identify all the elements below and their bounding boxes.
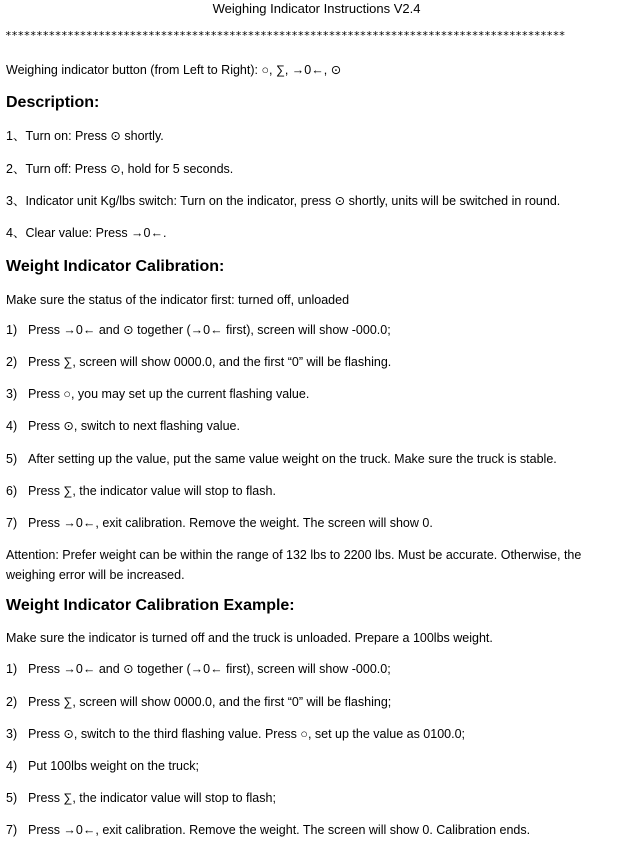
calibration-step — [6, 386, 629, 402]
separator-line: ****************************************************************************************** — [5, 29, 566, 42]
step-number: 2) — [6, 695, 18, 709]
step-number: 3) — [6, 727, 18, 741]
step-number: 7) — [6, 516, 18, 530]
calibration-step — [6, 354, 629, 370]
description-item: 3、Indicator unit Kg/lbs switch: Turn on the indicator, press ⊙ shortly, units will be switched in round. — [6, 194, 561, 208]
example-step — [6, 758, 629, 774]
calibration-step — [6, 515, 629, 531]
step-text: Press ∑, screen will show 0000.0, and the first “0” will be flashing; — [28, 695, 392, 709]
calibration-step — [6, 418, 629, 434]
description-item: 2、Turn off: Press ⊙, hold for 5 seconds. — [6, 162, 234, 176]
document-title: Weighing Indicator Instructions V2.4 — [212, 1, 421, 16]
step-text: Press ⊙, switch to the third flashing value. Press ○, set up the value as 0100.0; — [28, 727, 465, 741]
step-text: Press ∑, the indicator value will stop to flash. — [28, 484, 276, 498]
step-number: 5) — [6, 791, 18, 805]
step-number: 7) — [6, 823, 18, 837]
example-intro: Make sure the indicator is turned off and the truck is unloaded. Prepare a 100lbs weight. — [6, 631, 493, 645]
example-step — [6, 726, 629, 742]
step-text: Press →0← and ⊙ together (→0← first), screen will show -000.0; — [28, 323, 391, 337]
step-text: Press →0← and ⊙ together (→0← first), screen will show -000.0; — [28, 662, 391, 676]
step-number: 2) — [6, 355, 18, 369]
step-text: Press ○, you may set up the current flashing value. — [28, 387, 310, 401]
step-text: Put 100lbs weight on the truck; — [28, 759, 199, 773]
example-heading: Weight Indicator Calibration Example: — [6, 597, 295, 614]
calibration-step — [6, 483, 629, 499]
example-step — [6, 694, 629, 710]
step-number: 4) — [6, 759, 18, 773]
calibration-heading: Weight Indicator Calibration: — [6, 258, 225, 275]
step-text: Press ∑, screen will show 0000.0, and the first “0” will be flashing. — [28, 355, 392, 369]
calibration-intro: Make sure the status of the indicator first: turned off, unloaded — [6, 293, 350, 307]
step-number: 1) — [6, 662, 18, 676]
step-number: 4) — [6, 419, 18, 433]
calibration-step — [6, 451, 629, 467]
buttons-line: Weighing indicator button (from Left to Right): ○, ∑, →0←, ⊙ — [6, 63, 342, 77]
description-heading: Description: — [6, 94, 100, 111]
step-text: Press →0←, exit calibration. Remove the weight. The screen will show 0. — [28, 516, 433, 530]
step-text: Press ⊙, switch to next flashing value. — [28, 419, 240, 433]
step-number: 3) — [6, 387, 18, 401]
step-text: Press ∑, the indicator value will stop to flash; — [28, 791, 276, 805]
description-item: 4、Clear value: Press →0←. — [6, 226, 167, 240]
step-text: After setting up the value, put the same value weight on the truck. Make sure the truck is stable. — [28, 452, 557, 466]
calibration-step — [6, 322, 629, 338]
example-step — [6, 822, 629, 838]
step-text: Press →0←, exit calibration. Remove the weight. The screen will show 0. Calibration ends. — [28, 823, 531, 837]
example-step — [6, 661, 629, 677]
step-number: 5) — [6, 452, 18, 466]
example-step — [6, 790, 629, 806]
step-number: 6) — [6, 484, 18, 498]
attention-note: Attention: Prefer weight can be within the range of 132 lbs to 2200 lbs. Must be accurate. Otherwise, the weighing error will be increased. — [6, 548, 582, 582]
step-number: 1) — [6, 323, 18, 337]
description-item: 1、Turn on: Press ⊙ shortly. — [6, 129, 164, 143]
